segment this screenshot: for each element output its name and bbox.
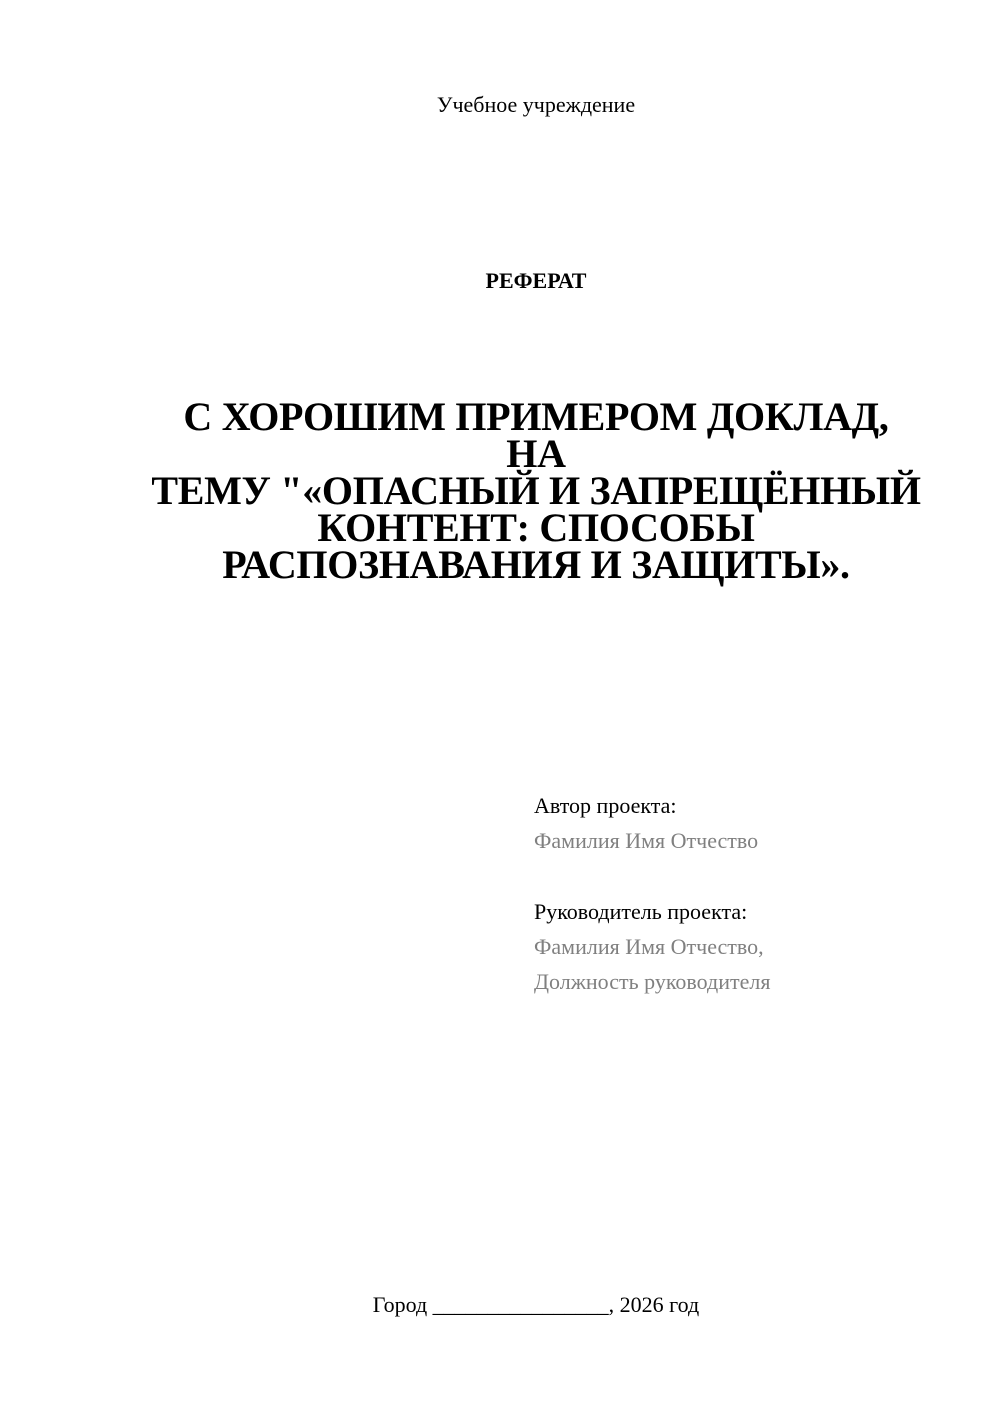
author-label: Автор проекта: bbox=[534, 793, 677, 818]
authors-block bbox=[534, 788, 974, 999]
document-type: РЕФЕРАТ bbox=[485, 268, 587, 293]
title-line: С ХОРОШИМ ПРИМЕРОМ ДОКЛАД, НА bbox=[183, 394, 889, 476]
document-title bbox=[150, 394, 922, 587]
supervisor-label: Руководитель проекта: bbox=[534, 899, 748, 924]
title-line: КОНТЕНТ: СПОСОБЫ bbox=[317, 505, 755, 550]
supervisor-name: Фамилия Имя Отчество, bbox=[534, 934, 764, 959]
institution-name: Учебное учреждение bbox=[436, 92, 636, 117]
supervisor-position: Должность руководителя bbox=[534, 969, 771, 994]
spacer bbox=[534, 858, 974, 894]
title-line: РАСПОЗНАВАНИЯ И ЗАЩИТЫ». bbox=[222, 542, 850, 587]
city-year-line: Город ________________, 2026 год bbox=[372, 1292, 700, 1317]
author-name: Фамилия Имя Отчество bbox=[534, 828, 759, 853]
title-line: ТЕМУ "«ОПАСНЫЙ И ЗАПРЕЩЁННЫЙ bbox=[151, 468, 921, 513]
